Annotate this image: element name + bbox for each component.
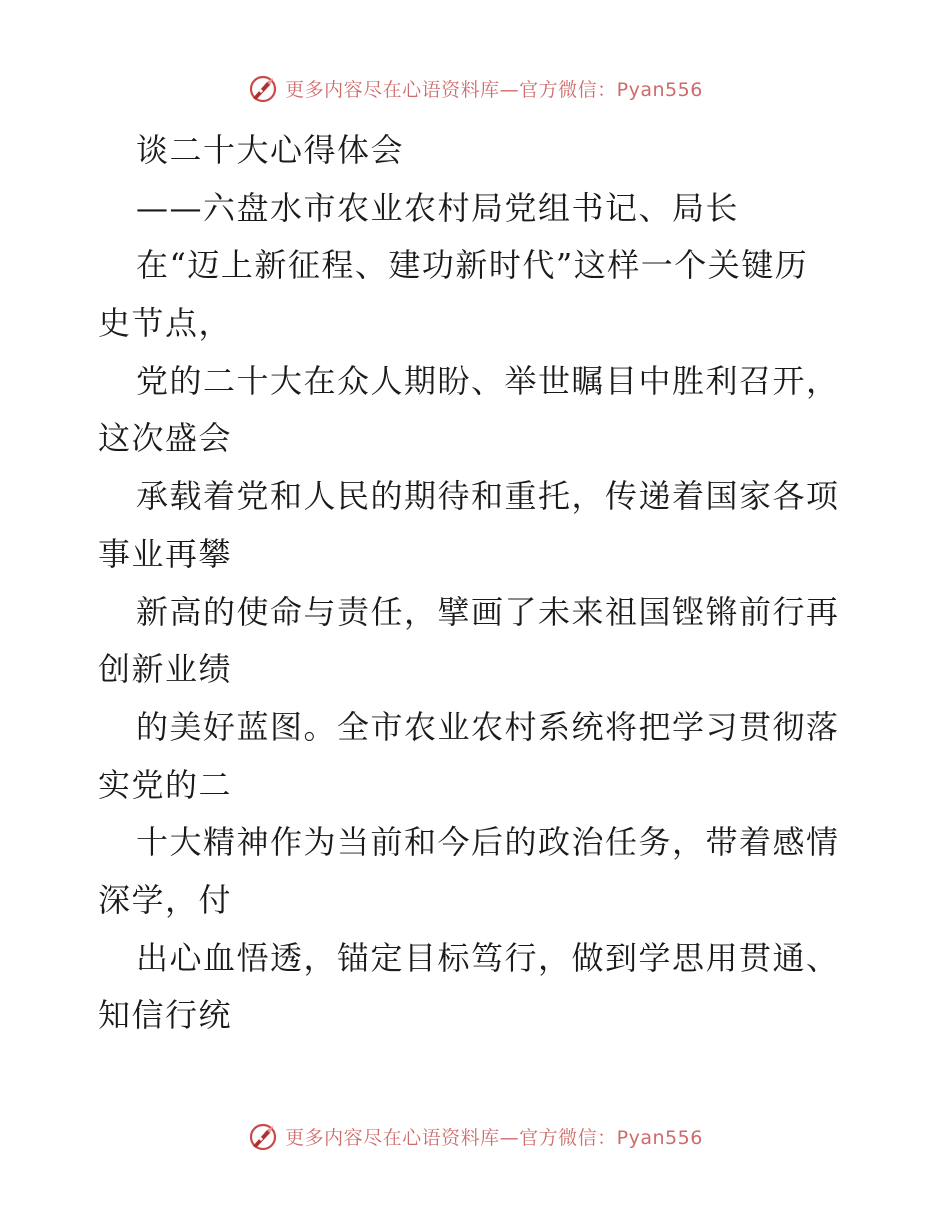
paragraph-line: 十大精神作为当前和今后的政治任务，带着感情 xyxy=(136,823,840,862)
paragraph-line: 这次盛会 xyxy=(98,419,233,458)
paragraph-line: 出心血悟透，锚定目标笃行，做到学思用贯通、 xyxy=(136,938,840,977)
header-banner-text: 更多内容尽在心语资料库—官方微信：Pyan556 xyxy=(285,78,703,101)
paragraph-line: 新高的使命与责任，擘画了未来祖国铿锵前行再 xyxy=(136,592,840,631)
paragraph-line: 事业再攀 xyxy=(98,534,233,573)
paragraph-line: 党的二十大在众人期盼、举世瞩目中胜利召开， xyxy=(136,361,840,400)
page-footer-banner xyxy=(0,1120,950,1152)
paragraph-line: 承载着党和人民的期待和重托，传递着国家各项 xyxy=(136,477,840,516)
paragraph-line: 深学，付 xyxy=(98,880,233,919)
document-title: 谈二十大心得体会 xyxy=(136,131,405,169)
footer-banner-text: 更多内容尽在心语资料库—官方微信：Pyan556 xyxy=(285,1126,703,1149)
document-subtitle: ——六盘水市农业农村局党组书记、局长 xyxy=(136,188,740,227)
paragraph-line: 在“迈上新征程、建功新时代”这样一个关键历 xyxy=(136,246,809,285)
paragraph-line: 实党的二 xyxy=(98,765,233,804)
page-header-banner xyxy=(0,72,950,104)
document-body xyxy=(98,122,858,1045)
paragraph-line: 创新业绩 xyxy=(98,650,233,689)
paragraph-line: 知信行统 xyxy=(98,996,233,1035)
pen-nib-logo-icon xyxy=(247,72,279,104)
pen-nib-logo-icon xyxy=(247,1120,279,1152)
paragraph-line: 史节点， xyxy=(98,304,233,343)
paragraph-line: 的美好蓝图。全市农业农村系统将把学习贯彻落 xyxy=(136,707,840,746)
